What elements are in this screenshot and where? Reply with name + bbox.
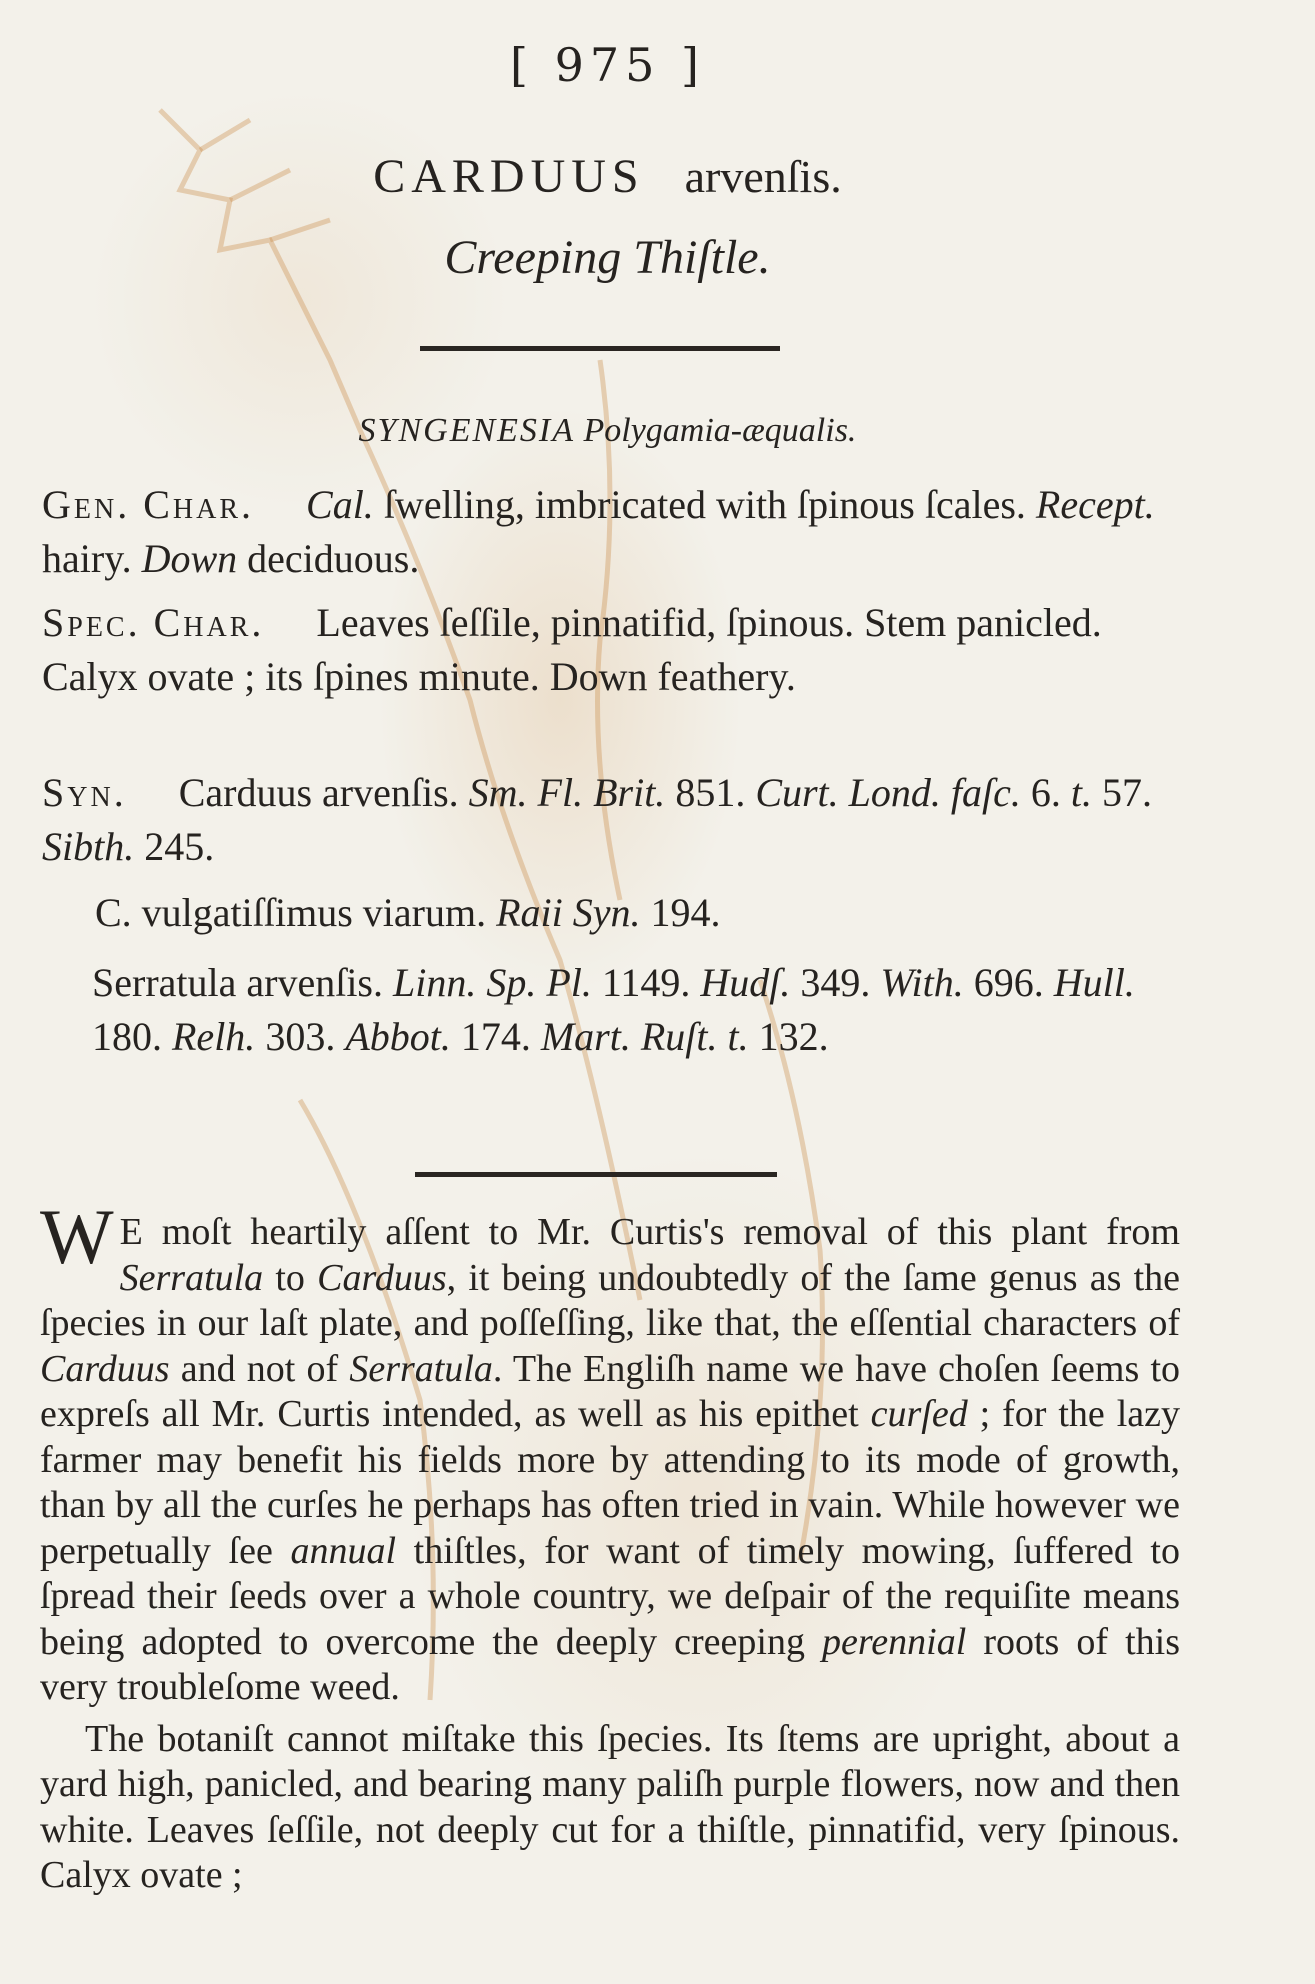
specific-character xyxy=(42,596,1177,704)
paragraph-text: Carduus xyxy=(40,1347,170,1390)
common-name: Creeping Thiſtle. xyxy=(444,231,771,284)
syn-text: 194. xyxy=(640,890,721,935)
paragraph-text: Serratula xyxy=(349,1347,493,1390)
gen-char-text: Recept. xyxy=(1035,482,1155,527)
divider-rule xyxy=(415,1172,777,1177)
syn-text: 6. xyxy=(1020,770,1071,815)
linnaean-class: SYNGENESIA xyxy=(358,412,575,449)
syn-text: Linn. Sp. Pl. xyxy=(393,960,592,1005)
gen-char-label: Gen. Char. xyxy=(42,482,255,527)
syn-text: Mart. Ruſt. t. xyxy=(540,1014,749,1059)
paragraph-text: . The Engliſh name we have choſen ſeems to expreſs all Mr. Curtis intended, as well as his epithet xyxy=(40,1347,1180,1435)
divider-rule xyxy=(420,346,780,351)
spec-char-text: Leaves ſeſſile, pinnatifid, ſpinous. Stem panicled. Calyx ovate ; its ſpines minute. Down feathery. xyxy=(42,600,1102,699)
syn-text: Hull. xyxy=(1053,960,1135,1005)
syn-text: 851. xyxy=(665,770,756,815)
spec-char-label: Spec. Char. xyxy=(42,600,265,645)
species-title xyxy=(0,148,1215,204)
syn-text: t. xyxy=(1070,770,1093,815)
drop-cap: W xyxy=(40,1193,110,1280)
syn-text: 174. xyxy=(450,1014,541,1059)
syn-text: 180. xyxy=(92,1014,172,1059)
paragraph-text: roots of this very troubleſome weed. xyxy=(40,1620,1181,1708)
synonymy-line-2 xyxy=(95,886,1230,940)
syn-label: Syn. xyxy=(42,770,127,815)
paragraph-text: to xyxy=(263,1256,318,1299)
paragraph-text: perennial xyxy=(822,1620,967,1663)
syn-text: 132. xyxy=(748,1014,829,1059)
gen-char-text: Cal. xyxy=(306,482,374,527)
paragraph-text: thiſtles, for want of timely mowing, ſuffered to ſpread their ſeeds over a whole country, we deſpair of the requiſite means being adopted to overcome the deeply creeping xyxy=(40,1529,1180,1663)
syn-text: Abbot. xyxy=(345,1014,451,1059)
syn-text: Serratula arvenſis. xyxy=(92,960,393,1005)
syn-text: Curt. Lond. faſc. xyxy=(755,770,1021,815)
gen-char-text: deciduous. xyxy=(237,536,420,581)
linnaean-order: Polygamia-æqualis. xyxy=(583,412,857,449)
paragraph-text: , it being undoubtedly of the ſame genus as the ſpecies in our laſt plate, and poſſeſſing, like that, the eſſential characters of xyxy=(40,1256,1180,1344)
syn-text: Sibth. xyxy=(42,824,135,869)
syn-text: Relh. xyxy=(172,1014,256,1059)
syn-text: 696. xyxy=(963,960,1054,1005)
synonymy-line-3 xyxy=(92,956,1182,1064)
syn-text: 303. xyxy=(255,1014,346,1059)
syn-text: 57. xyxy=(1092,770,1153,815)
synonymy xyxy=(42,766,1177,874)
gen-char-text: ſwelling, imbricated with ſpinous ſcales. xyxy=(373,482,1036,527)
syn-text: With. xyxy=(880,960,964,1005)
syn-text: Carduus arvenſis. xyxy=(178,770,469,815)
paragraph-text: ; for the lazy farmer may benefit his fields more by attending to its mode of growth, than by all the curſes he perhaps has often tried in vain. While however we perpetually ſee xyxy=(40,1393,1180,1572)
paragraph-text: Serratula xyxy=(119,1256,264,1299)
page-number: [ 975 ] xyxy=(510,38,705,92)
description-body xyxy=(40,1193,1181,1899)
species-epithet: arvenſis. xyxy=(684,151,842,202)
paragraph xyxy=(40,1193,1181,1711)
syn-text: Hudſ. xyxy=(700,960,791,1005)
paragraph-text: Carduus xyxy=(317,1256,447,1299)
gen-char-text: hairy. xyxy=(42,536,142,581)
syn-text: 245. xyxy=(134,824,215,869)
gen-char-text: Down xyxy=(141,536,238,581)
syn-text: Raii Syn. xyxy=(496,890,641,935)
paragraph-text: annual xyxy=(290,1529,397,1572)
syn-text: 349. xyxy=(790,960,881,1005)
syn-text: Sm. Fl. Brit. xyxy=(468,770,666,815)
generic-character xyxy=(42,478,1177,586)
paragraph-text: moſt heartily aſſent to Mr. Curtis's removal of this plant from xyxy=(142,1211,1180,1253)
paragraph-text: E xyxy=(119,1211,143,1253)
paragraph-text: curſed xyxy=(870,1393,968,1435)
classification xyxy=(0,412,1215,450)
genus-name: CARDUUS xyxy=(373,150,645,203)
syn-text: C. vulgatiſſimus viarum. xyxy=(95,890,497,935)
paragraph: The botaniſt cannot miſtake this ſpecies. Its ſtems are upright, about a yard high, panicled, and bearing many paliſh purple flowers, now and then white. Leaves ſeſſile, not deeply cut for a thiſtle, pinnatifid, very ſpinous. Calyx ovate ; xyxy=(40,1717,1180,1896)
syn-text: 1149. xyxy=(591,960,701,1005)
paragraph-text: and not of xyxy=(169,1347,350,1390)
